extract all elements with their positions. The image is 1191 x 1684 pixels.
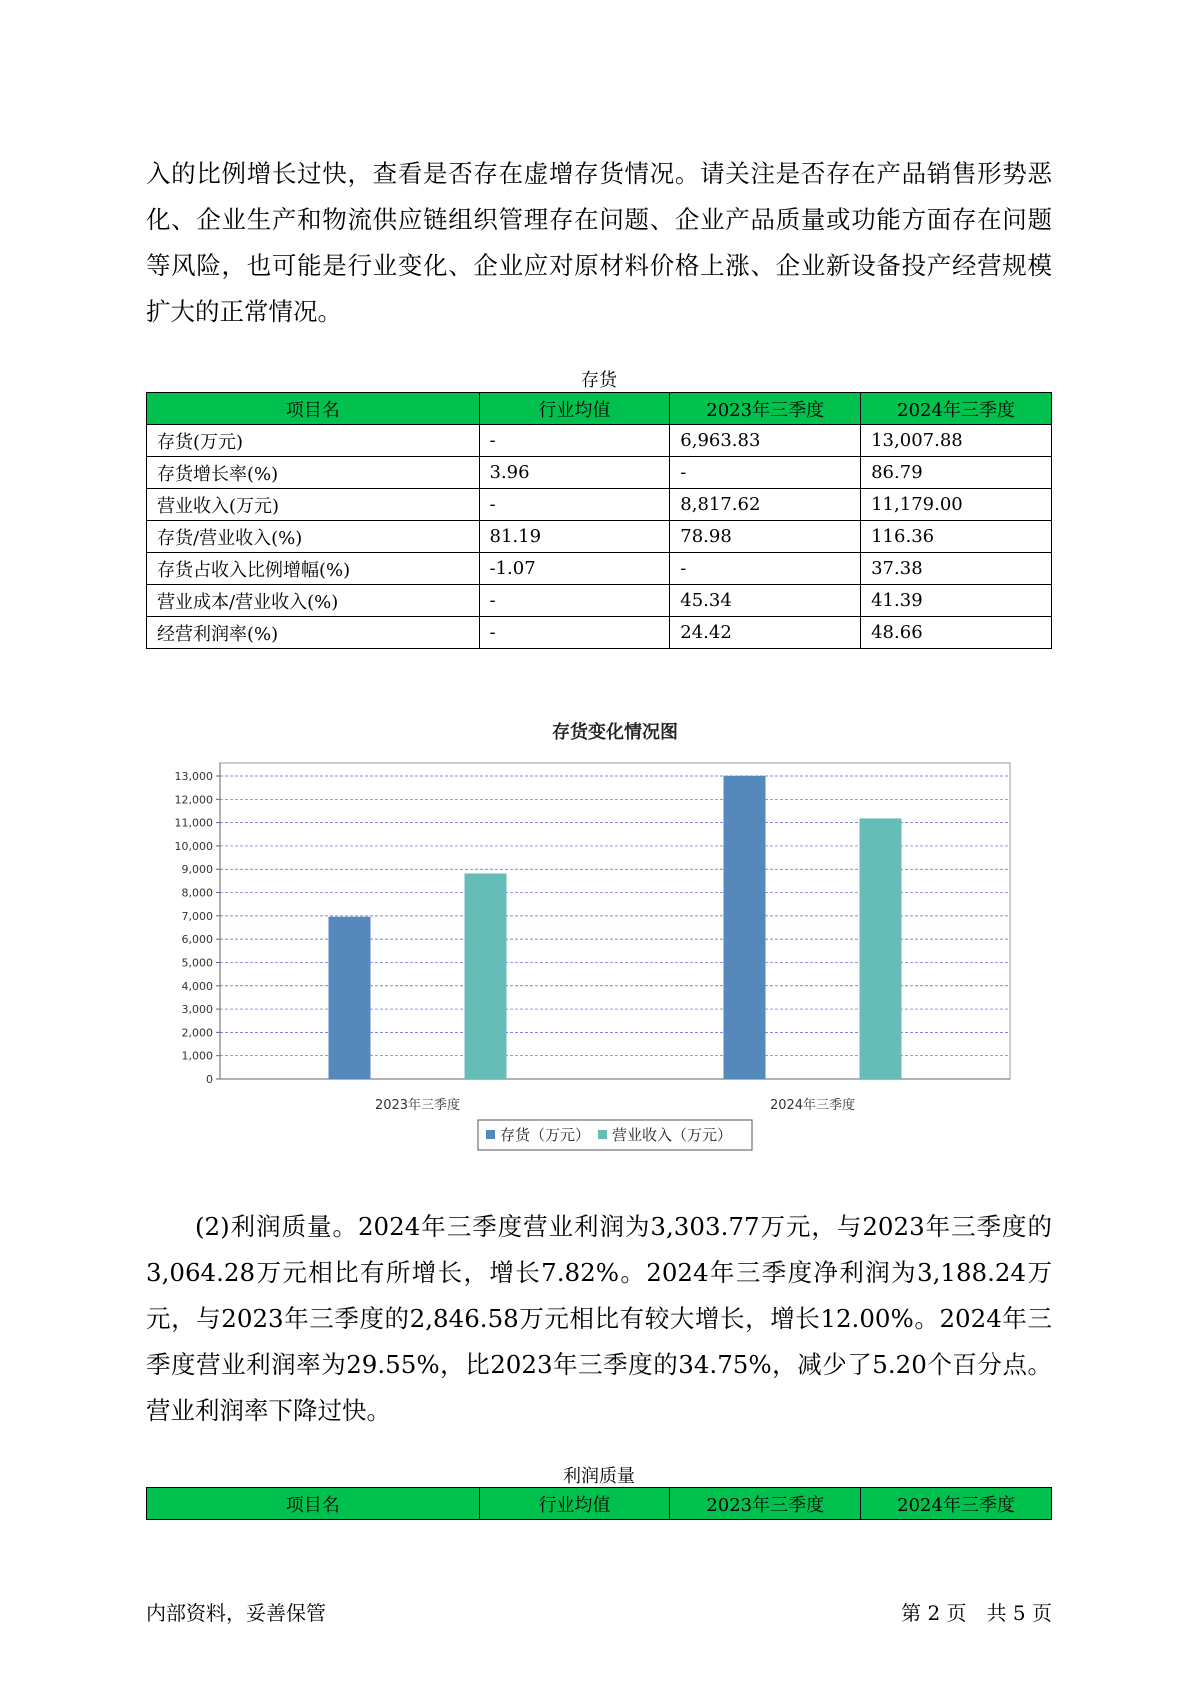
table-cell: 营业收入(万元) bbox=[147, 489, 480, 521]
table-cell: 3.96 bbox=[479, 457, 670, 489]
inventory-table bbox=[146, 392, 1052, 649]
y-tick-label: 13,000 bbox=[174, 770, 213, 783]
header-cell: 行业均值 bbox=[479, 1488, 670, 1520]
table-cell: 11,179.00 bbox=[861, 489, 1052, 521]
y-tick-label: 1,000 bbox=[181, 1049, 213, 1063]
table-row bbox=[147, 521, 1052, 553]
table-row bbox=[147, 489, 1052, 521]
table-cell: - bbox=[479, 489, 670, 521]
body-paragraph: 入的比例增长过快，查看是否存在虚增存货情况。请关注是否存在产品销售形势恶化、企业生产和物流供应链组织管理存在问题、企业产品质量或功能方面存在问题等风险，也可能是行业变化、企业应对原材料价格上涨、企业新设备投产经营规模扩大的正常情况。 bbox=[146, 159, 1052, 326]
page-number: 第 2 页 共 5 页 bbox=[901, 1601, 1052, 1625]
bar bbox=[724, 776, 766, 1079]
table-cell: 24.42 bbox=[670, 617, 861, 649]
y-tick-label: 9,000 bbox=[181, 863, 213, 877]
table-cell: -1.07 bbox=[479, 553, 670, 585]
table-cell: 存货/营业收入(%) bbox=[147, 521, 480, 553]
table-cell: - bbox=[670, 553, 861, 585]
header-cell: 2024年三季度 bbox=[861, 1488, 1052, 1520]
legend-label: 存货（万元） bbox=[500, 1126, 591, 1144]
y-tick-label: 8,000 bbox=[181, 886, 213, 900]
table-cell: - bbox=[670, 457, 861, 489]
inventory-bar-chart bbox=[146, 708, 1052, 1168]
x-tick-label: 2023年三季度 bbox=[374, 1098, 461, 1113]
table-cell: 116.36 bbox=[861, 521, 1052, 553]
table-row bbox=[147, 553, 1052, 585]
y-tick-label: 6,000 bbox=[181, 933, 213, 947]
legend-swatch bbox=[598, 1130, 607, 1139]
header-cell: 2023年三季度 bbox=[670, 393, 861, 425]
bar bbox=[329, 917, 371, 1079]
y-tick-label: 3,000 bbox=[181, 1003, 213, 1017]
table-cell: - bbox=[479, 617, 670, 649]
table-cell: 8,817.62 bbox=[670, 489, 861, 521]
header-cell: 项目名 bbox=[147, 393, 480, 425]
table-cell: 经营利润率(%) bbox=[147, 617, 480, 649]
table-cell: 13,007.88 bbox=[861, 425, 1052, 457]
bar bbox=[465, 873, 507, 1079]
table-cell: - bbox=[479, 585, 670, 617]
table-cell: 81.19 bbox=[479, 521, 670, 553]
table-cell: 86.79 bbox=[861, 457, 1052, 489]
header-cell: 2023年三季度 bbox=[670, 1488, 861, 1520]
legend-swatch bbox=[486, 1130, 495, 1139]
table-cell: 78.98 bbox=[670, 521, 861, 553]
body-paragraph: (2)利润质量。2024年三季度营业利润为3,303.77万元，与2023年三季度的3,064.28万元相比有所增长，增长7.82%。2024年三季度净利润为3,188.24万元，与2023年三季度的2,846.58万元相比有较大增长，增长12.00%。2024年三季度营业利润率为29.55%，比2023年三季度的34.75%，减少了5.20个百分点。营业利润率下降过快。 bbox=[146, 1212, 1052, 1425]
y-tick-label: 7,000 bbox=[181, 909, 213, 923]
table-cell: 营业成本/营业收入(%) bbox=[147, 585, 480, 617]
table-caption: 存货 bbox=[581, 370, 617, 391]
table-cell: 存货(万元) bbox=[147, 425, 480, 457]
table-cell: 41.39 bbox=[861, 585, 1052, 617]
table-cell: 存货增长率(%) bbox=[147, 457, 480, 489]
table-cell: 48.66 bbox=[861, 617, 1052, 649]
table-cell: 37.38 bbox=[861, 553, 1052, 585]
table-row bbox=[147, 425, 1052, 457]
table-row bbox=[147, 585, 1052, 617]
profit-quality-table bbox=[146, 1487, 1052, 1520]
table-row bbox=[147, 617, 1052, 649]
table-header-row bbox=[147, 1488, 1052, 1520]
footer-note: 内部资料，妥善保管 bbox=[146, 1601, 326, 1625]
y-tick-label: 10,000 bbox=[174, 839, 213, 853]
y-tick-label: 11,000 bbox=[174, 816, 213, 830]
y-tick-label: 5,000 bbox=[181, 956, 213, 970]
table-header-row bbox=[147, 393, 1052, 425]
header-cell: 项目名 bbox=[147, 1488, 480, 1520]
y-tick-label: 0 bbox=[206, 1073, 213, 1086]
header-cell: 行业均值 bbox=[479, 393, 670, 425]
table-cell: 6,963.83 bbox=[670, 425, 861, 457]
y-tick-label: 12,000 bbox=[174, 793, 213, 807]
table-cell: 45.34 bbox=[670, 585, 861, 617]
table-caption: 利润质量 bbox=[563, 1466, 635, 1487]
y-tick-label: 2,000 bbox=[181, 1026, 213, 1040]
header-cell: 2024年三季度 bbox=[861, 393, 1052, 425]
chart-title: 存货变化情况图 bbox=[552, 722, 678, 743]
y-tick-label: 4,000 bbox=[181, 979, 213, 993]
bar bbox=[860, 818, 902, 1079]
legend-label: 营业收入（万元） bbox=[612, 1126, 733, 1144]
x-tick-label: 2024年三季度 bbox=[769, 1098, 856, 1113]
table-row bbox=[147, 457, 1052, 489]
table-cell: - bbox=[479, 425, 670, 457]
table-cell: 存货占收入比例增幅(%) bbox=[147, 553, 480, 585]
